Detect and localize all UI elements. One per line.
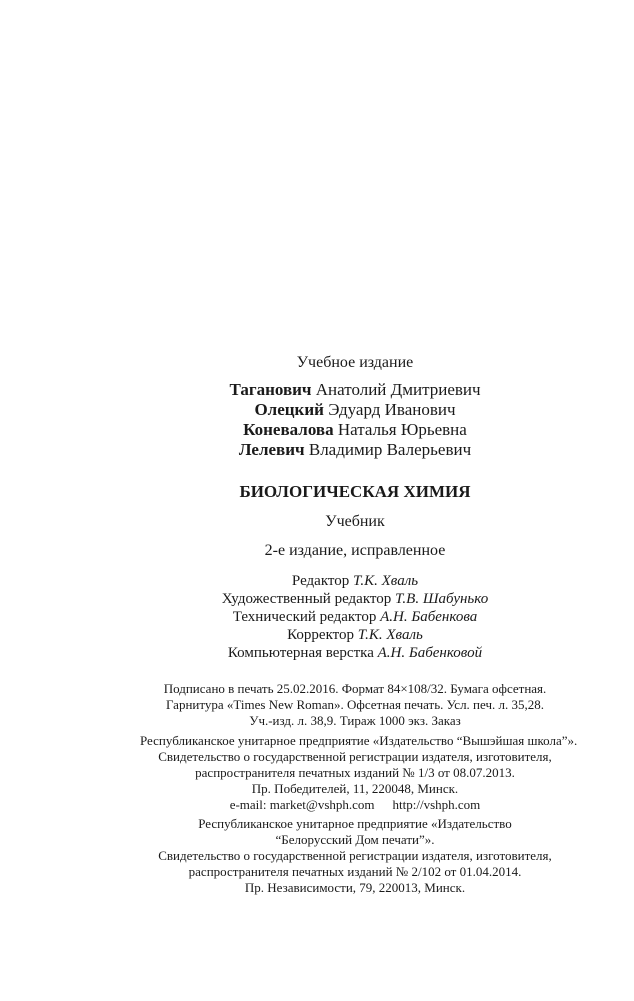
- publisher-email: e-mail: market@vshph.com: [229, 797, 375, 812]
- edition-info-text: 2-е издание, исправленное: [264, 542, 446, 559]
- staff-person: А.Н. Бабенкова: [380, 609, 478, 625]
- print-info-block: [140, 681, 570, 729]
- author-name: Эдуард Иванович: [328, 400, 456, 419]
- staff-line: [140, 608, 570, 626]
- publisher-line: распространителя печатных изданий № 1/3 от 08.07.2013.: [195, 765, 515, 780]
- print-info-line: Уч.-изд. л. 38,9. Тираж 1000 экз. Заказ: [249, 713, 461, 728]
- author-surname: Коневалова: [243, 420, 334, 439]
- author-name: Наталья Юрьевна: [337, 420, 467, 439]
- staff-role: Художественный редактор: [221, 591, 392, 607]
- book-type: [140, 512, 570, 531]
- publisher-line: Пр. Победителей, 11, 220048, Минск.: [251, 781, 459, 796]
- staff-line: [140, 644, 570, 662]
- authors-block: [140, 380, 570, 460]
- print-info-line: Гарнитура «Times New Roman». Офсетная печать. Усл. печ. л. 35,28.: [165, 697, 544, 712]
- publisher-block: [140, 733, 578, 813]
- book-title: [140, 482, 570, 502]
- edition-info: [140, 541, 570, 560]
- staff-line: [140, 572, 570, 590]
- edition-type-text: Учебное издание: [296, 354, 414, 371]
- author-name: Владимир Валерьевич: [308, 440, 472, 459]
- staff-role: Корректор: [287, 627, 355, 643]
- printer-line: Пр. Независимости, 79, 220013, Минск.: [244, 880, 466, 895]
- author-surname: Олецкий: [254, 400, 324, 419]
- staff-line: [140, 590, 570, 608]
- staff-person: Т.В. Шабунько: [395, 591, 489, 607]
- printer-block: [140, 816, 570, 896]
- author-surname: Таганович: [229, 380, 312, 399]
- author-line: [140, 420, 570, 440]
- staff-role: Технический редактор: [232, 609, 377, 625]
- author-line: [140, 400, 570, 420]
- printer-line: Свидетельство о государственной регистрации издателя, изготовителя,: [158, 848, 552, 863]
- staff-block: [140, 572, 570, 662]
- book-title-text: БИОЛОГИЧЕСКАЯ ХИМИЯ: [239, 482, 471, 501]
- author-line: [140, 380, 570, 400]
- printer-line: Республиканское унитарное предприятие «Издательство: [198, 816, 512, 831]
- staff-role: Редактор: [291, 573, 350, 589]
- print-info-line: Подписано в печать 25.02.2016. Формат 84×108/32. Бумага офсетная.: [163, 681, 547, 696]
- printer-line: “Белорусский Дом печати”».: [275, 832, 435, 847]
- edition-type: [140, 353, 570, 372]
- staff-role: Компьютерная верстка: [227, 645, 374, 661]
- staff-person: А.Н. Бабенковой: [377, 645, 483, 661]
- publisher-url: http://vshph.com: [392, 797, 481, 812]
- author-name: Анатолий Дмитриевич: [315, 380, 481, 399]
- book-type-text: Учебник: [325, 513, 385, 530]
- publisher-line: Свидетельство о государственной регистрации издателя, изготовителя,: [158, 749, 552, 764]
- publisher-contacts: [140, 797, 570, 813]
- author-surname: Лелевич: [238, 440, 305, 459]
- staff-person: Т.К. Хваль: [357, 627, 423, 643]
- printer-line: распространителя печатных изданий № 2/102 от 01.04.2014.: [188, 864, 522, 879]
- staff-line: [140, 626, 570, 644]
- staff-person: Т.К. Хваль: [353, 573, 419, 589]
- author-line: [140, 440, 570, 460]
- publisher-line: Республиканское унитарное предприятие «Издательство “Вышэйшая школа”».: [140, 733, 578, 748]
